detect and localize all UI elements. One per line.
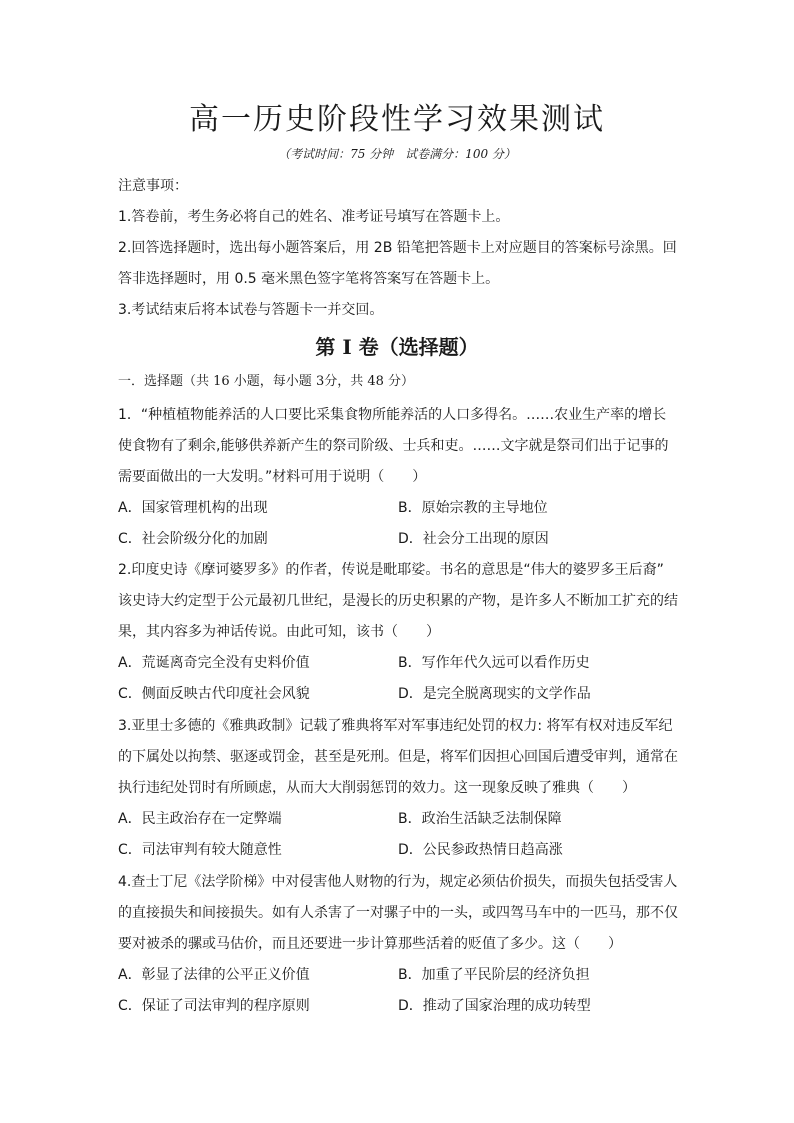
question-2-option-b: B．写作年代久远可以看作历史 — [398, 655, 590, 671]
question-2-line-1: 2.印度史诗《摩诃婆罗多》的作者，传说是毗耶娑。书名的意思是“伟大的婆罗多王后裔” — [118, 562, 664, 578]
question-2-option-a: A．荒诞离奇完全没有史料价值 — [118, 655, 310, 671]
question-3-line-2: 的下属处以拘禁、驱逐或罚金，甚至是死刑。但是，将军们因担心回国后遭受审判，通常在 — [118, 749, 678, 765]
note-item-2: 2.回答选择题时，选出每小题答案后，用 2B 铅笔把答题卡上对应题目的答案标号涂黑。回 — [118, 240, 677, 256]
question-3-option-b: B．政治生活缺乏法制保障 — [398, 811, 562, 827]
question-2-line-2: 该史诗大约定型于公元最初几世纪，是漫长的历史积累的产物，是许多人不断加工扩充的结 — [118, 593, 678, 609]
question-4-line-1: 4.查士丁尼《法学阶梯》中对侵害他人财物的行为，规定必须估价损失，而损失包括受害人 — [118, 874, 678, 890]
question-4-line-3: 要对被杀的骡或马估价，而且还要进一步计算那些活着的贬值了多少。这（ ） — [118, 936, 622, 952]
question-1-line-3: 需要面做出的一大发明。”材料可用于说明（ ） — [118, 469, 427, 485]
question-4-option-b: B．加重了平民阶层的经济负担 — [398, 967, 590, 983]
section-title: 第 I 卷（选择题） — [315, 335, 479, 359]
question-2-line-3: 果，其内容多为神话传说。由此可知，该书（ ） — [118, 624, 440, 640]
question-1-line-2: 使食物有了剩余,能够供养新产生的祭司阶级、士兵和吏。……文字就是祭司们出于记事的 — [118, 438, 669, 454]
notes-heading: 注意事项： — [118, 178, 188, 194]
note-item-2-continued: 答非选择题时，用 0.5 毫米黑色签字笔将答案写在答题卡上。 — [118, 271, 500, 287]
section-heading: 一．选择题（共 16 小题，每小题 3分，共 48 分） — [118, 374, 415, 389]
question-1-line-1: 1．“种植植物能养活的人口要比采集食物所能养活的人口多得名。……农业生产率的增长 — [118, 407, 667, 423]
question-4-line-2: 的直接损失和间接损失。如有人杀害了一对骡子中的一头，或四驾马车中的一匹马，那不仅 — [118, 905, 678, 921]
question-3-line-1: 3.亚里士多德的《雅典政制》记载了雅典将军对军事违纪处罚的权力: 将军有权对违反军纪 — [118, 718, 673, 734]
question-3-option-d: D．公民参政热情日趋高涨 — [398, 842, 563, 858]
question-2-option-c: C．侧面反映古代印度社会风貌 — [118, 686, 310, 702]
note-item-3: 3.考试结束后将本试卷与答题卡一并交回。 — [118, 302, 384, 318]
exam-subtitle: （考试时间：75 分钟 试卷满分：100 分） — [278, 147, 516, 161]
question-1-option-b: B．原始宗教的主导地位 — [398, 500, 548, 516]
question-3-line-3: 执行违纪处罚时有所顾虑，从而大大削弱惩罚的效力。这一现象反映了雅典（ ） — [118, 780, 636, 796]
question-3-option-c: C．司法审判有较大随意性 — [118, 842, 282, 858]
question-1-option-c: C．社会阶级分化的加剧 — [118, 531, 268, 547]
question-2-option-d: D．是完全脱离现实的文学作品 — [398, 686, 591, 702]
question-4-option-a: A．彰显了法律的公平正义价值 — [118, 967, 310, 983]
question-4-option-d: D．推动了国家治理的成功转型 — [398, 998, 591, 1014]
question-4-option-c: C．保证了司法审判的程序原则 — [118, 998, 310, 1014]
question-1-option-d: D．社会分工出现的原因 — [398, 531, 549, 547]
note-item-1: 1.答卷前，考生务必将自己的姓名、准考证号填写在答题卡上。 — [118, 209, 510, 225]
question-1-option-a: A．国家管理机构的出现 — [118, 500, 268, 516]
exam-title: 高一历史阶段性学习效果测试 — [189, 102, 605, 137]
question-3-option-a: A．民主政治存在一定弊端 — [118, 811, 282, 827]
